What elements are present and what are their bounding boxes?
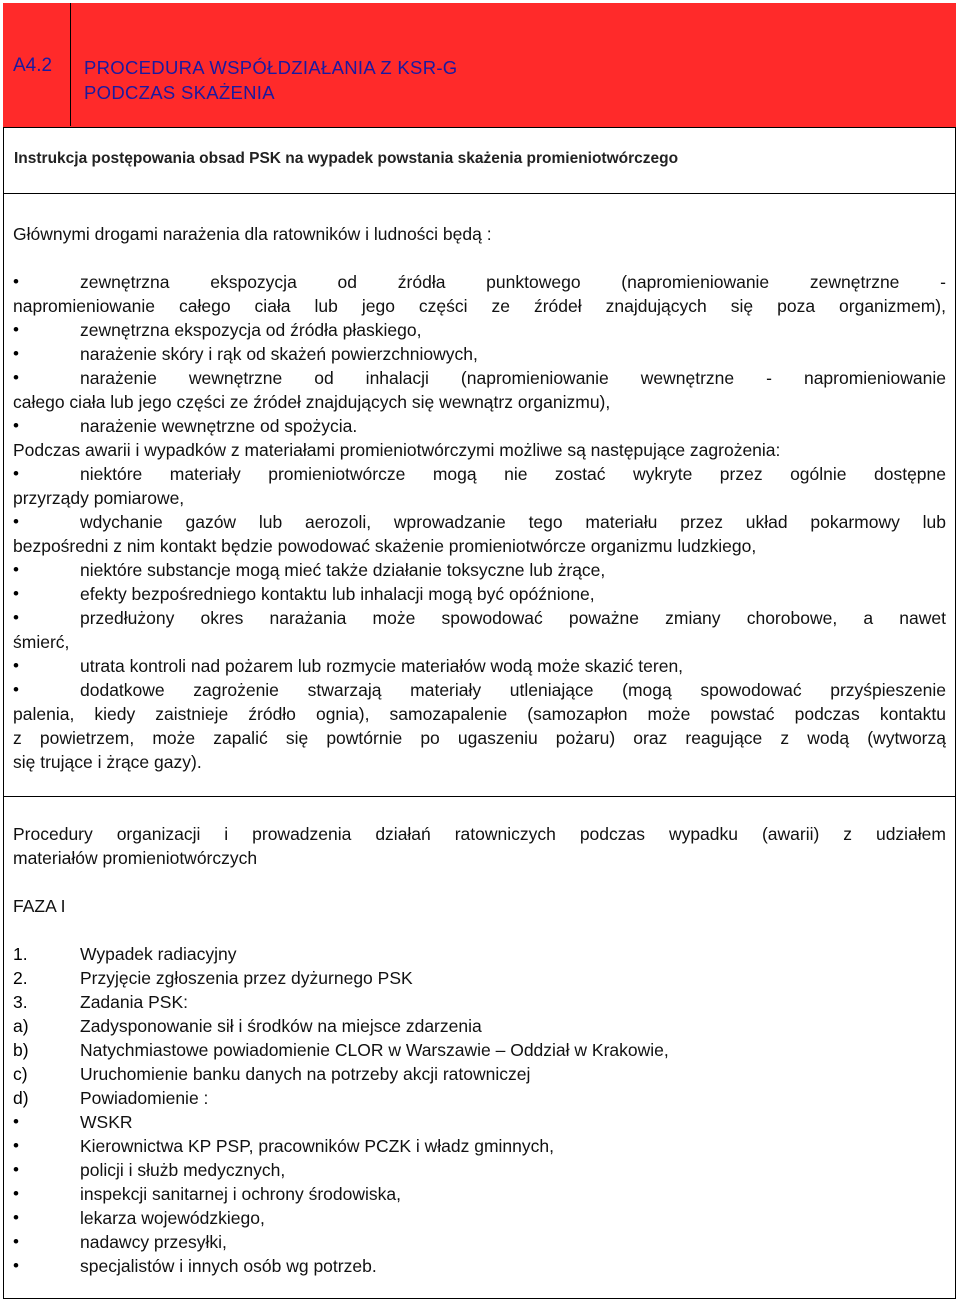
bullet-icon: • — [13, 1184, 19, 1203]
bullet-icon: • — [13, 1232, 19, 1251]
notify-item: specjalistów i innych osób wg potrzeb. — [80, 1256, 377, 1276]
instruction-subtitle: Instrukcja postępowania obsad PSK na wypadek powstania skażenia promieniotwórczego — [14, 150, 679, 167]
path-1-line-1: zewnętrzna ekspozycja od źródła punktowego (napromieniowanie zewnętrzne - — [80, 272, 946, 292]
bullet-icon: • — [13, 1208, 19, 1227]
step-marker: 1. — [13, 944, 28, 964]
section-title — [84, 55, 458, 105]
instruction-subtitle-row — [3, 128, 956, 194]
step-text: Wypadek radiacyjny — [80, 944, 237, 964]
hazard-7-line-2: palenia, kiedy zaistnieje źródło ognia), samozapalenie (samozapłon może powstać podczas kontaktu — [13, 704, 946, 724]
bullet-icon: • — [13, 464, 19, 483]
hazard-3: niektóre substancje mogą mieć także działanie toksyczne lub żrące, — [80, 560, 606, 580]
phase-label: FAZA I — [13, 896, 66, 916]
path-2: zewnętrzna ekspozycja od źródła płaskiego, — [80, 320, 422, 340]
bullet-icon: • — [13, 272, 19, 291]
hazard-5-line-1: przedłużony okres narażania może spowodować poważne zmiany chorobowe, a nawet — [80, 608, 946, 628]
step-text: Przyjęcie zgłoszenia przez dyżurnego PSK — [80, 968, 413, 988]
bullet-icon: • — [13, 416, 19, 435]
intro-text: Głównymi drogami narażenia dla ratowników i ludności będą : — [13, 224, 492, 244]
hazard-1-line-1: niektóre materiały promieniotwórcze mogą nie zostać wykryte przez ogólnie dostępne — [80, 464, 946, 484]
bullet-icon: • — [13, 656, 19, 675]
bullet-icon: • — [13, 344, 19, 363]
bullet-icon: • — [13, 1256, 19, 1275]
notify-item: inspekcji sanitarnej i ochrony środowiska, — [80, 1184, 401, 1204]
hazards-intro: Podczas awarii i wypadków z materiałami promieniotwórczymi możliwe są następujące zagrożenia: — [13, 440, 781, 460]
path-4-line-2: całego ciała lub jego części ze źródeł znajdujących się wewnątrz organizmu), — [13, 392, 611, 412]
hazard-2-line-2: bezpośredni z nim kontakt będzie powodować skażenie promieniotwórcze organizmu ludzkiego, — [13, 536, 757, 556]
hazard-1-line-2: przyrządy pomiarowe, — [13, 488, 185, 508]
bullet-icon: • — [13, 1136, 19, 1155]
step-marker: 3. — [13, 992, 28, 1012]
procedures-title-line-1: Procedury organizacji i prowadzenia działań ratowniczych podczas wypadku (awarii) z udziałem — [13, 824, 946, 844]
hazard-7-line-3: z powietrzem, może zapalić się powtórnie po ugaszeniu pożaru) oraz reagujące z wodą (wytworzą — [13, 728, 946, 748]
hazard-7-line-4: się trujące i żrące gazy). — [13, 752, 202, 772]
notify-item: policji i służb medycznych, — [80, 1160, 286, 1180]
step-marker: d) — [13, 1088, 29, 1108]
bullet-icon: • — [13, 320, 19, 339]
path-5: narażenie wewnętrzne od spożycia. — [80, 416, 358, 436]
step-text: Powiadomienie : — [80, 1088, 209, 1108]
path-3: narażenie skóry i rąk od skażeń powierzchniowych, — [80, 344, 478, 364]
section-title-line-1: PROCEDURA WSPÓŁDZIAŁANIA Z KSR-G — [84, 57, 458, 78]
bullet-icon: • — [13, 368, 19, 387]
step-marker: b) — [13, 1040, 29, 1060]
hazard-6: utrata kontroli nad pożarem lub rozmycie materiałów wodą może skazić teren, — [80, 656, 684, 676]
section-title-line-2: PODCZAS SKAŻENIA — [84, 82, 275, 103]
bullet-icon: • — [13, 1112, 19, 1131]
notify-item: WSKR — [80, 1112, 133, 1132]
step-text: Zadania PSK: — [80, 992, 188, 1012]
section-divider — [3, 796, 956, 797]
bullet-icon: • — [13, 1160, 19, 1179]
section-code: A4.2 — [3, 3, 71, 126]
section-header — [3, 3, 956, 128]
bullet-icon: • — [13, 680, 19, 699]
hazard-4: efekty bezpośredniego kontaktu lub inhalacji mogą być opóźnione, — [80, 584, 595, 604]
hazard-2-line-1: wdychanie gazów lub aerozoli, wprowadzanie tego materiału przez układ pokarmowy lub — [80, 512, 946, 532]
path-4-line-1: narażenie wewnętrzne od inhalacji (napromieniowanie wewnętrzne - napromieniowanie — [80, 368, 946, 388]
procedures-title-line-2: materiałów promieniotwórczych — [13, 848, 258, 868]
step-marker: a) — [13, 1016, 29, 1036]
bullet-icon: • — [13, 608, 19, 627]
bullet-icon: • — [13, 560, 19, 579]
step-marker: 2. — [13, 968, 28, 988]
notify-item: nadawcy przesyłki, — [80, 1232, 227, 1252]
bullet-icon: • — [13, 584, 19, 603]
bullet-icon: • — [13, 512, 19, 531]
notify-item: Kierownictwa KP PSP, pracowników PCZK i władz gminnych, — [80, 1136, 554, 1156]
step-marker: c) — [13, 1064, 28, 1084]
step-text: Uruchomienie banku danych na potrzeby akcji ratowniczej — [80, 1064, 531, 1084]
path-1-line-2: napromieniowanie całego ciała lub jego części ze źródeł znajdujących się poza organizmem), — [13, 296, 946, 316]
step-text: Natychmiastowe powiadomienie CLOR w Warszawie – Oddział w Krakowie, — [80, 1040, 669, 1060]
hazard-5-line-2: śmierć, — [13, 632, 70, 652]
step-text: Zadysponowanie sił i środków na miejsce zdarzenia — [80, 1016, 482, 1036]
hazard-7-line-1: dodatkowe zagrożenie stwarzają materiały utleniające (mogą spowodować przyśpieszenie — [80, 680, 946, 700]
notify-item: lekarza wojewódzkiego, — [80, 1208, 265, 1228]
